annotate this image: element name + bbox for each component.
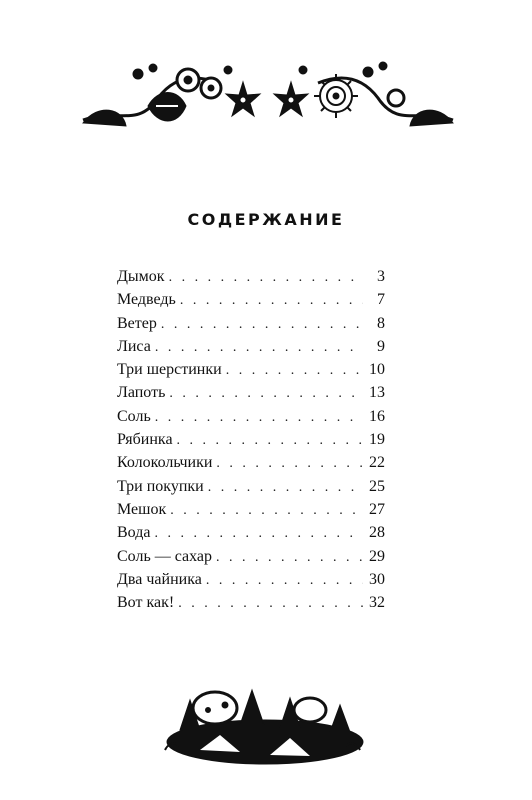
toc-page-number: 29 xyxy=(369,547,385,565)
page-title: СОДЕРЖАНИЕ xyxy=(187,210,345,229)
toc-entry-title: Три шерстинки xyxy=(117,361,222,379)
toc-entry-title: Лапоть xyxy=(117,384,166,402)
toc-page-number: 32 xyxy=(369,594,385,612)
toc-row xyxy=(117,338,385,361)
forest-vignette-ornament xyxy=(160,680,370,770)
toc-entry-title: Ветер xyxy=(117,314,157,332)
toc-entry-title: Колокольчики xyxy=(117,454,213,472)
dot-leader xyxy=(155,340,363,356)
toc-row xyxy=(117,408,385,431)
dot-leader xyxy=(169,386,363,402)
toc-page-number: 28 xyxy=(369,524,385,542)
toc-row xyxy=(117,268,385,291)
dot-leader xyxy=(169,270,363,286)
dot-leader xyxy=(154,526,363,542)
toc-page-number: 3 xyxy=(377,268,385,285)
toc-entry-title: Два чайника xyxy=(117,570,202,588)
toc-row xyxy=(117,594,385,617)
toc-page-number: 27 xyxy=(369,500,385,518)
toc-row xyxy=(117,478,385,501)
dot-leader xyxy=(170,503,363,519)
toc-page-number: 7 xyxy=(377,291,385,309)
toc-entry-title: Три покупки xyxy=(117,477,204,495)
toc-row xyxy=(117,384,385,407)
toc-page-number: 9 xyxy=(377,337,385,355)
toc-entry-title: Дымок xyxy=(117,268,165,285)
toc-page-number: 30 xyxy=(369,570,385,588)
toc-page-number: 10 xyxy=(369,361,385,379)
toc-entry-title: Соль — сахар xyxy=(117,547,213,565)
toc-row xyxy=(117,548,385,571)
toc-entry-title: Вот как! xyxy=(117,594,175,612)
toc-page-number: 16 xyxy=(369,407,385,425)
toc-entry-title: Соль xyxy=(117,407,151,425)
toc-page-number: 13 xyxy=(369,384,385,402)
floral-header-ornament xyxy=(78,58,458,138)
toc-entry-title: Рябинка xyxy=(117,431,173,449)
toc-row xyxy=(117,431,385,454)
toc-page-number: 25 xyxy=(369,477,385,495)
table-of-contents xyxy=(117,268,385,617)
toc-entry-title: Вода xyxy=(117,524,151,542)
dot-leader xyxy=(178,596,363,612)
dot-leader xyxy=(216,550,363,566)
dot-leader xyxy=(177,433,363,449)
toc-entry-title: Медведь xyxy=(117,291,176,309)
dot-leader xyxy=(216,456,363,472)
dot-leader xyxy=(161,317,363,333)
dot-leader xyxy=(208,480,363,496)
toc-row xyxy=(117,315,385,338)
dot-leader xyxy=(206,573,363,589)
toc-entry-title: Лиса xyxy=(117,337,151,355)
toc-entry-title: Мешок xyxy=(117,500,167,518)
toc-row xyxy=(117,524,385,547)
toc-row xyxy=(117,291,385,314)
dot-leader xyxy=(180,293,363,309)
toc-page-number: 19 xyxy=(369,431,385,449)
toc-row xyxy=(117,361,385,384)
toc-page-number: 22 xyxy=(369,454,385,472)
toc-row xyxy=(117,571,385,594)
dot-leader xyxy=(226,363,363,379)
toc-row xyxy=(117,501,385,524)
toc-page-number: 8 xyxy=(377,314,385,332)
dot-leader xyxy=(155,410,363,426)
toc-row xyxy=(117,454,385,477)
